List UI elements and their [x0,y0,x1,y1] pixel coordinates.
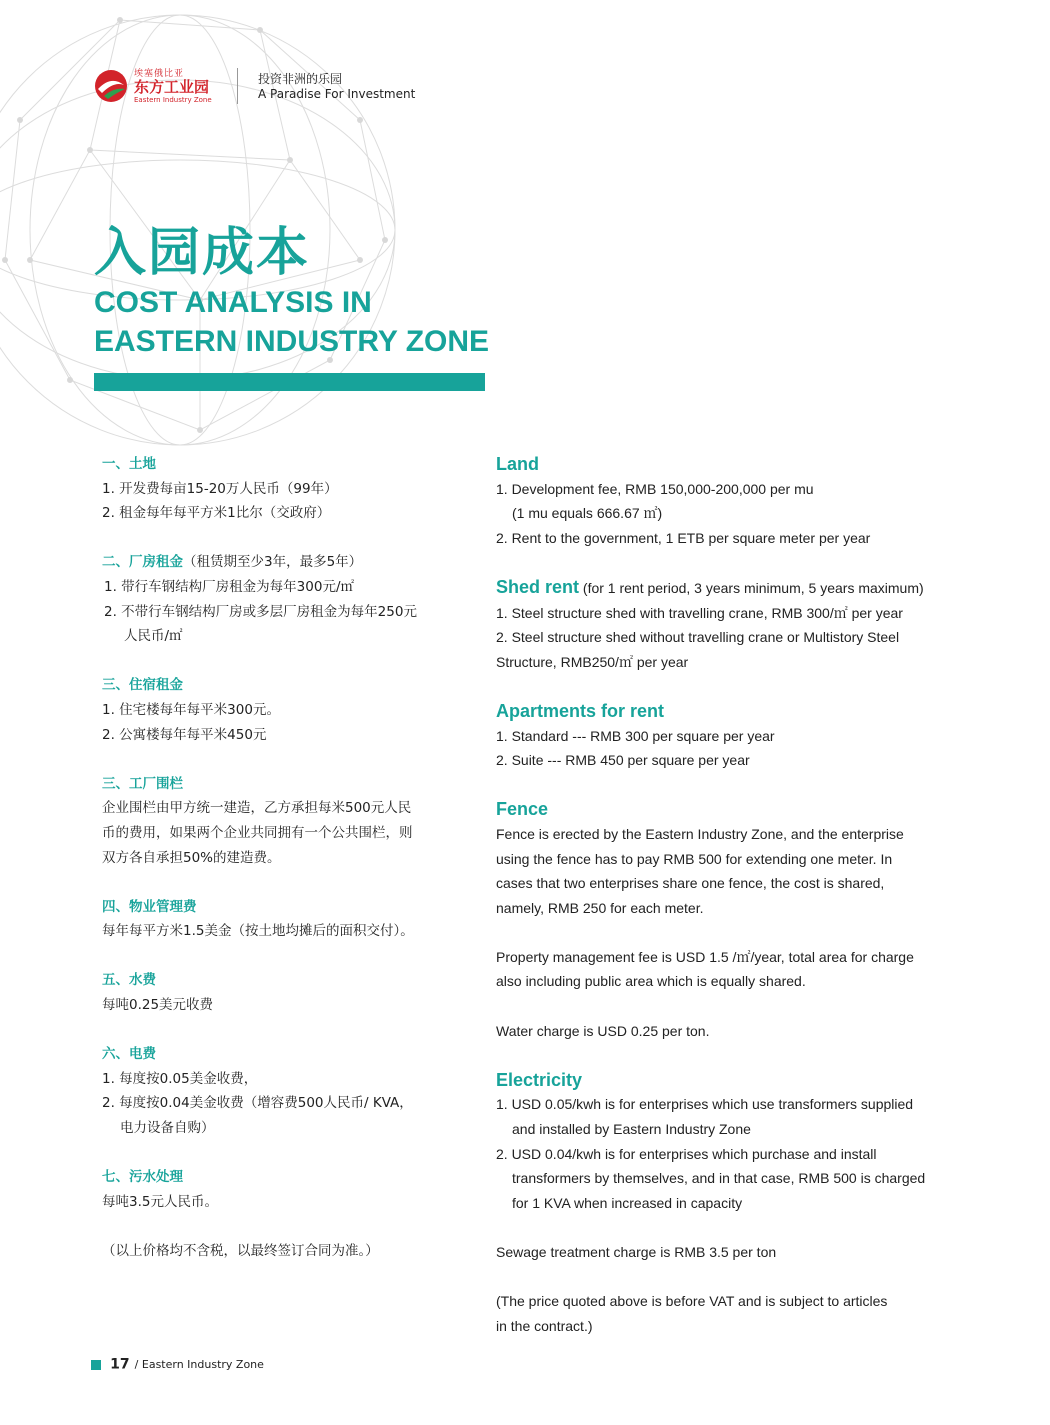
list-item: 1. 开发费每亩15-20万人民币（99年） [102,480,338,497]
list-item: 1. USD 0.05/kwh is for enterprises which use transformers supplied [496,1096,914,1113]
tagline-cn: 投资非洲的乐园 [258,72,343,86]
list-item: 2. Steel structure shed without travelling crane or Multistory Steel [496,629,900,646]
paragraph-line: 每吨0.25美元收费 [102,997,214,1014]
list-item: 2. 公寓楼每年每平米450元 [102,726,267,743]
price-note: (The price quoted above is before VAT and is subject to articles [496,1293,888,1310]
list-item-continuation: Structure, RMB250/㎡ per year [496,653,689,670]
list-item: 2. 租金每年每平方米1比尔（交政府） [102,505,331,522]
list-item: 2. 每度按0.04美金收费（增容费500人民币/ KVA， [102,1095,413,1112]
chinese-column [102,452,452,1264]
list-item-continuation: for 1 KVA when increased in capacity [512,1194,743,1211]
list-item: 2. 不带行车钢结构厂房或多层厂房租金为每年250元 [104,603,417,620]
section-heading-land-cn: 一、土地 [102,456,156,472]
paragraph-line: 双方各自承担50%的建造费。 [102,849,281,866]
paragraph-line: Fence is erected by the Eastern Industry Zone, and the enterprise [496,825,904,842]
section-heading-electricity-cn: 六、电费 [102,1046,156,1063]
list-item-continuation: 人民币/㎡ [124,628,183,645]
section-heading-fence: Fence [496,799,549,820]
list-item: 1. 住宅楼每年每平米300元。 [102,701,280,718]
page-title-en [94,283,489,361]
page-footer [91,1354,264,1373]
list-item: 1. Steel structure shed with travelling crane, RMB 300/㎡ per year [496,604,903,621]
section-heading-property-cn: 四、物业管理费 [102,898,197,915]
section-heading-land: Land [496,454,539,474]
list-item: 1. Development fee, RMB 150,000-200,000 per mu [496,480,814,497]
section-heading-fence-cn: 三、工厂围栏 [102,775,183,792]
section-heading-shed-cn: 二、厂房租金（租赁期至少3年，最多5年） [102,554,363,571]
paragraph-line: using the fence has to pay RMB 500 for extending one meter. In [496,850,893,867]
list-item-continuation: and installed by Eastern Industry Zone [512,1121,751,1138]
paragraph-line: Property management fee is USD 1.5 /㎡/year, total area for charge [496,948,914,965]
footer-label: / Eastern Industry Zone [134,1358,264,1371]
list-item: 2. USD 0.04/kwh is for enterprises which purchase and install [496,1145,877,1162]
paragraph-line: 币的费用，如果两个企业共同拥有一个公共围栏，则 [102,824,413,841]
section-heading-electricity: Electricity [496,1069,583,1090]
section-heading-shed: Shed rent (for 1 rent period, 3 years minimum, 5 years maximum) [496,576,924,597]
english-column [496,452,966,1338]
title-en-line1: COST ANALYSIS IN [94,286,372,319]
paragraph-line: Water charge is USD 0.25 per ton. [496,1022,710,1039]
page-title-cn: 入园成本 [94,223,311,283]
paragraph-line: also including public area which is equally shared. [496,973,806,990]
list-item: 1. 每度按0.05美金收费， [102,1070,258,1087]
section-heading-apartment-cn: 三、住宿租金 [102,677,183,694]
logo-text-en: Eastern Industry Zone [134,96,212,104]
list-item: 1. Standard --- RMB 300 per square per year [496,727,775,744]
title-en-line2: EASTERN INDUSTRY ZONE [94,325,490,358]
list-item: 2. Rent to the government, 1 ETB per square meter per year [496,529,871,546]
paragraph-line: 每吨3.5元人民币。 [102,1193,218,1210]
logo-text-small: 埃塞俄比亚 [134,69,185,79]
tagline-en: A Paradise For Investment [258,87,416,101]
logo-text: 东方工业园 [134,78,210,96]
footer-marker [91,1360,101,1370]
header-divider [237,68,238,104]
price-note-cn: （以上价格均不含税，以最终签订合同为准。） [102,1243,379,1259]
list-item-continuation: 电力设备自购） [120,1120,215,1137]
paragraph-line: 每年每平方米1.5美金（按土地均摊后的面积交付）。 [102,923,414,940]
list-item: 2. Suite --- RMB 450 per square per year [496,752,750,769]
section-heading-sewage-cn: 七、污水处理 [102,1169,183,1186]
price-note: in the contract.) [496,1317,593,1334]
title-accent-bar [94,373,485,391]
page-number: 17 [110,1356,130,1373]
paragraph-line: cases that two enterprises share one fence, the cost is shared, [496,875,885,892]
paragraph-line: Sewage treatment charge is RMB 3.5 per ton [496,1244,777,1260]
list-item-continuation: (1 mu equals 666.67 ㎡) [512,505,663,522]
list-item-continuation: transformers by themselves, and in that case, RMB 500 is charged [512,1170,926,1187]
paragraph-line: namely, RMB 250 for each meter. [496,899,704,916]
logo-icon [94,69,128,103]
paragraph-line: 企业围栏由甲方统一建造，乙方承担每米500元人民 [102,800,412,817]
section-heading-apartments: Apartments for rent [496,700,665,721]
section-heading-water-cn: 五、水费 [102,972,156,989]
list-item: 1. 带行车钢结构厂房租金为每年300元/㎡ [104,578,354,595]
